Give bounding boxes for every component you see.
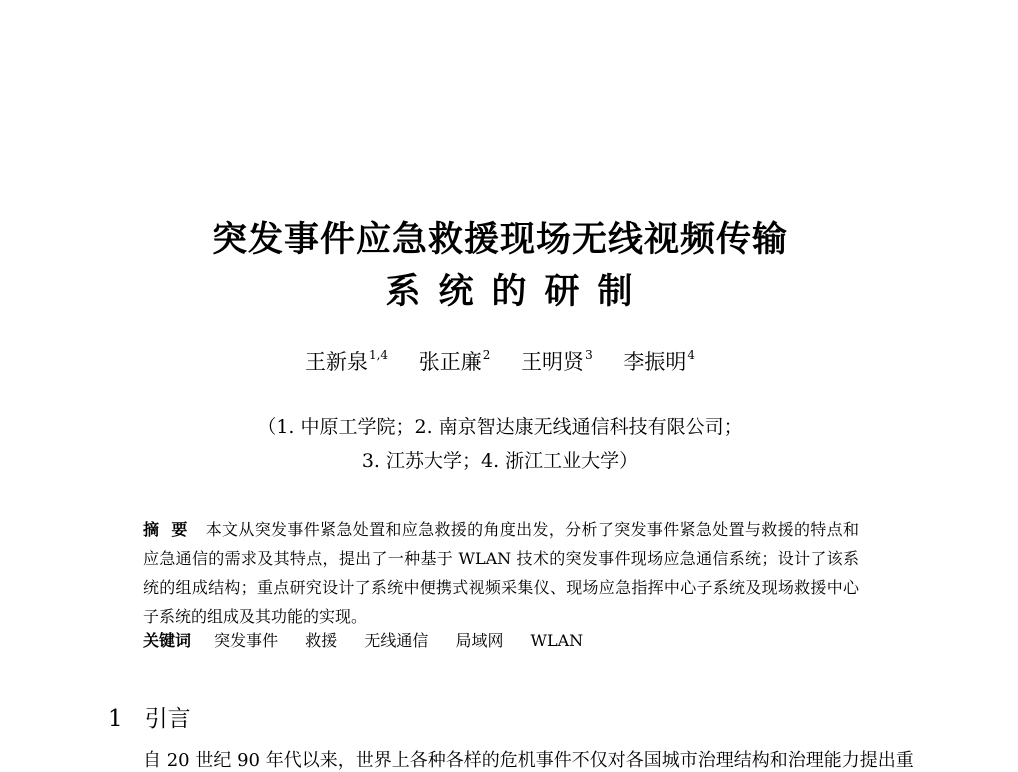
keyword-item: 局域网 (455, 631, 504, 650)
author-affiliation-index: 2 (482, 348, 491, 362)
keyword-item: 救援 (305, 631, 338, 650)
author-affiliation-index: 3 (585, 348, 593, 362)
section-title: 引言 (144, 706, 191, 732)
keyword-item: 无线通信 (364, 631, 429, 650)
abstract-block (143, 515, 859, 631)
author-affiliation-index: 1,4 (368, 348, 389, 362)
affiliation-line-1: （1. 中原工学院；2. 南京智达康无线通信科技有限公司； (257, 416, 743, 438)
abstract-text: 本文从突发事件紧急处置和应急救援的角度出发，分析了突发事件紧急处置与救援的特点和应急通信的需求及其特点，提出了一种基于 WLAN 技术的突发事件现场应急通信系统；设计了该系统的组成结构；重点研究设计了系统中便携式视频采集仪、现场应急指挥中心子系统及现场救援中心子系统的组成及其功能的实现。 (143, 520, 859, 626)
author-name: 王新泉 (304, 350, 368, 374)
body-text-first-line: 自 20 世纪 90 年代以来，世界上各种各样的危机事件不仅对各国城市治理结构和治理能力提出重 (143, 750, 914, 771)
affiliation-line-2: 3. 江苏大学；4. 浙江工业大学） (361, 450, 639, 472)
author-name: 张正廉 (418, 350, 482, 374)
keywords-label: 关键词 (143, 631, 192, 650)
author-list (0, 346, 1000, 376)
paper-title-line-1: 突发事件应急救援现场无线视频传输 (211, 220, 788, 260)
author-item (623, 346, 695, 376)
author-name: 王明贤 (521, 350, 585, 374)
author-affiliation-index: 4 (687, 348, 696, 362)
author-name: 李振明 (623, 350, 687, 374)
keywords-block (143, 628, 605, 651)
keyword-item: WLAN (530, 631, 584, 650)
author-item (305, 346, 388, 376)
section-heading (108, 700, 191, 733)
author-item (419, 346, 491, 376)
author-item (521, 346, 593, 376)
paper-title-line-2: 系统的研制 (385, 272, 651, 312)
abstract-label: 摘要 (143, 520, 200, 539)
keyword-item: 突发事件 (214, 631, 279, 650)
section-number: 1 (108, 706, 123, 732)
